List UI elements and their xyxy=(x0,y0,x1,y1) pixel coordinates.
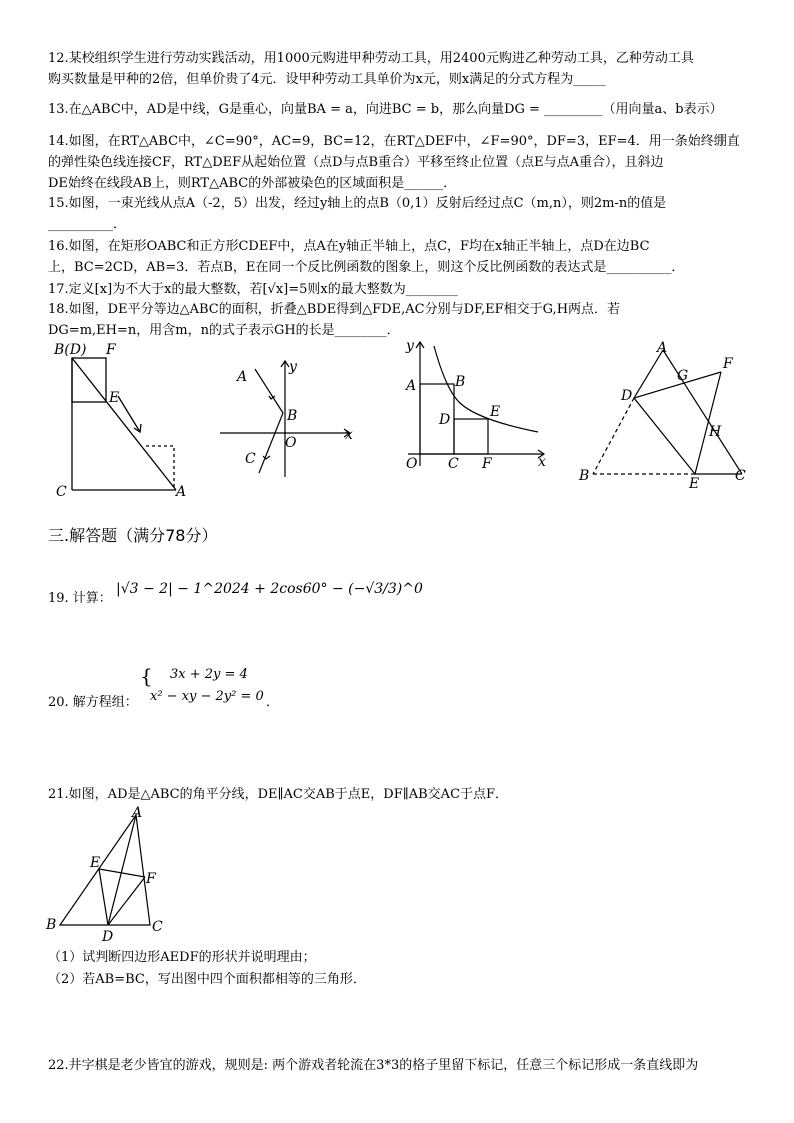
label-b: B xyxy=(46,917,57,933)
label-b: B xyxy=(287,408,298,424)
label-a: A xyxy=(176,484,187,500)
ray-ab xyxy=(255,369,283,413)
segment-db-folded xyxy=(593,398,634,474)
figure-q14 xyxy=(48,338,198,503)
label-e: E xyxy=(689,476,700,488)
move-arrow xyxy=(118,396,140,432)
label-f: F xyxy=(106,342,116,358)
figure-q15 xyxy=(215,355,360,480)
segment-fe xyxy=(695,372,721,474)
side-ab xyxy=(72,358,176,490)
label-e: E xyxy=(490,404,501,420)
segment-de xyxy=(634,398,695,474)
ray-bc xyxy=(259,413,283,473)
label-o: O xyxy=(285,435,297,451)
label-f: F xyxy=(146,871,156,887)
q13: 13.在△ABC中，AD是中线，G是重心，向量BA = a，向进BC = b，那么向量DG = _________（用向量a、b表示） xyxy=(48,102,723,117)
q22: 22.井字棋是老少皆宜的游戏，规则是: 两个游戏者轮流在3*3的格子里留下标记，任意三个标记形成一条直线即为 xyxy=(48,1058,699,1073)
label-a: A xyxy=(237,369,248,385)
label-c: C xyxy=(245,451,256,467)
label-d: D xyxy=(102,929,114,945)
figure-q16 xyxy=(398,338,553,476)
q20-eq1: 3x + 2y = 4 xyxy=(170,667,248,682)
square-cdef xyxy=(454,419,488,454)
label-c: C xyxy=(735,468,746,484)
q19-label: 19. 计算： xyxy=(48,591,112,606)
q17: 17.定义[x]为不大于x的最大整数，若[√x]=5则x的最大整数为________ xyxy=(48,282,458,297)
q14-line2: 的弹性染色线连接CF，RT△DEF从起始位置（点D与点B重合）平移至终止位置（点E与点A重合），且斜边 xyxy=(48,155,664,170)
q20-eq2: x² − xy − 2y² = 0 xyxy=(150,689,264,704)
figure-q21 xyxy=(40,805,175,945)
q21: 21.如图，AD是△ABC的角平分线，DE∥AC交AB于点E，DF∥AB交AC于点F． xyxy=(48,787,509,802)
label-o: O xyxy=(406,456,418,472)
label-a: A xyxy=(657,340,668,356)
label-x: x xyxy=(538,454,546,470)
q20-brace: { xyxy=(140,664,153,688)
q12-line2: 购买数量是甲种的2倍，但单价贵了4元．设甲种劳动工具单价为x元，则x满足的分式方程为_____ xyxy=(48,72,606,87)
label-e: E xyxy=(90,855,101,871)
label-f: F xyxy=(723,356,733,372)
q21-part2: （2）若AB=BC，写出图中四个面积都相等的三角形． xyxy=(48,972,366,987)
label-b: B xyxy=(455,374,466,390)
q12-line1: 12.某校组织学生进行劳动实践活动，用1000元购进甲种劳动工具，用2400元购进乙种劳动工具，乙种劳动工具 xyxy=(48,51,694,66)
q20-tail: ． xyxy=(266,695,280,710)
label-h: H xyxy=(709,424,722,440)
q21-part1: （1）试判断四边形AEDF的形状并说明理由； xyxy=(48,950,316,965)
segment-de xyxy=(99,869,108,925)
q19-expression: |√3 − 2| − 1^2024 + 2cos60° − (−√3/3)^0 xyxy=(116,581,423,597)
label-y: y xyxy=(406,338,414,354)
q14-line3: DE始终在线段AB上，则RT△ABC的外部被染色的区域面积是______． xyxy=(48,176,457,191)
label-y: y xyxy=(289,359,297,375)
q16-line1: 16.如图，在矩形OABC和正方形CDEF中，点A在y轴正半轴上，点C，F均在x轴正半轴上，点D在边BC xyxy=(48,239,650,254)
bisector-ad xyxy=(108,815,136,925)
label-d: D xyxy=(439,412,451,428)
label-c: C xyxy=(152,919,163,935)
label-c: C xyxy=(56,484,67,500)
q18-line1: 18.如图，DE平分等边△ABC的面积，折叠△BDE得到△FDE,AC分别与DF,EF相交于G,H两点．若 xyxy=(48,302,621,317)
label-a: A xyxy=(406,378,417,394)
label-x: x xyxy=(345,427,353,443)
q18-line2: DG=m,EH=n，用含m，n的式子表示GH的长是________． xyxy=(48,323,400,338)
label-bd: B(D) xyxy=(54,342,87,358)
q14-line1: 14.如图，在RT△ABC中，∠C=90°，AC=9，BC=12，在RT△DEF中，∠F=90°，DF=3，EF=4．用一条始终绷直 xyxy=(48,134,740,149)
label-b: B xyxy=(579,468,590,484)
label-c: C xyxy=(448,456,459,472)
label-d: D xyxy=(621,388,633,404)
section-title: 三.解答题（满分78分） xyxy=(48,526,218,545)
label-g: G xyxy=(677,368,689,384)
figure-q18 xyxy=(575,338,755,488)
q15-line2: __________． xyxy=(48,217,127,232)
q15-line1: 15.如图，一束光线从点A（-2，5）出发，经过y轴上的点B（0,1）反射后经过点C（m,n），则2m-n的值是 xyxy=(48,196,667,211)
q20-label: 20. 解方程组： xyxy=(48,695,138,710)
ray-arrow-2 xyxy=(263,456,270,459)
q16-line2: 上，BC=2CD，AB=3．若点B，E在同一个反比例函数的图象上，则这个反比例函数的表达式是__________． xyxy=(48,260,685,275)
label-f: F xyxy=(482,456,492,472)
label-e: E xyxy=(109,390,120,406)
label-a: A xyxy=(132,805,143,821)
